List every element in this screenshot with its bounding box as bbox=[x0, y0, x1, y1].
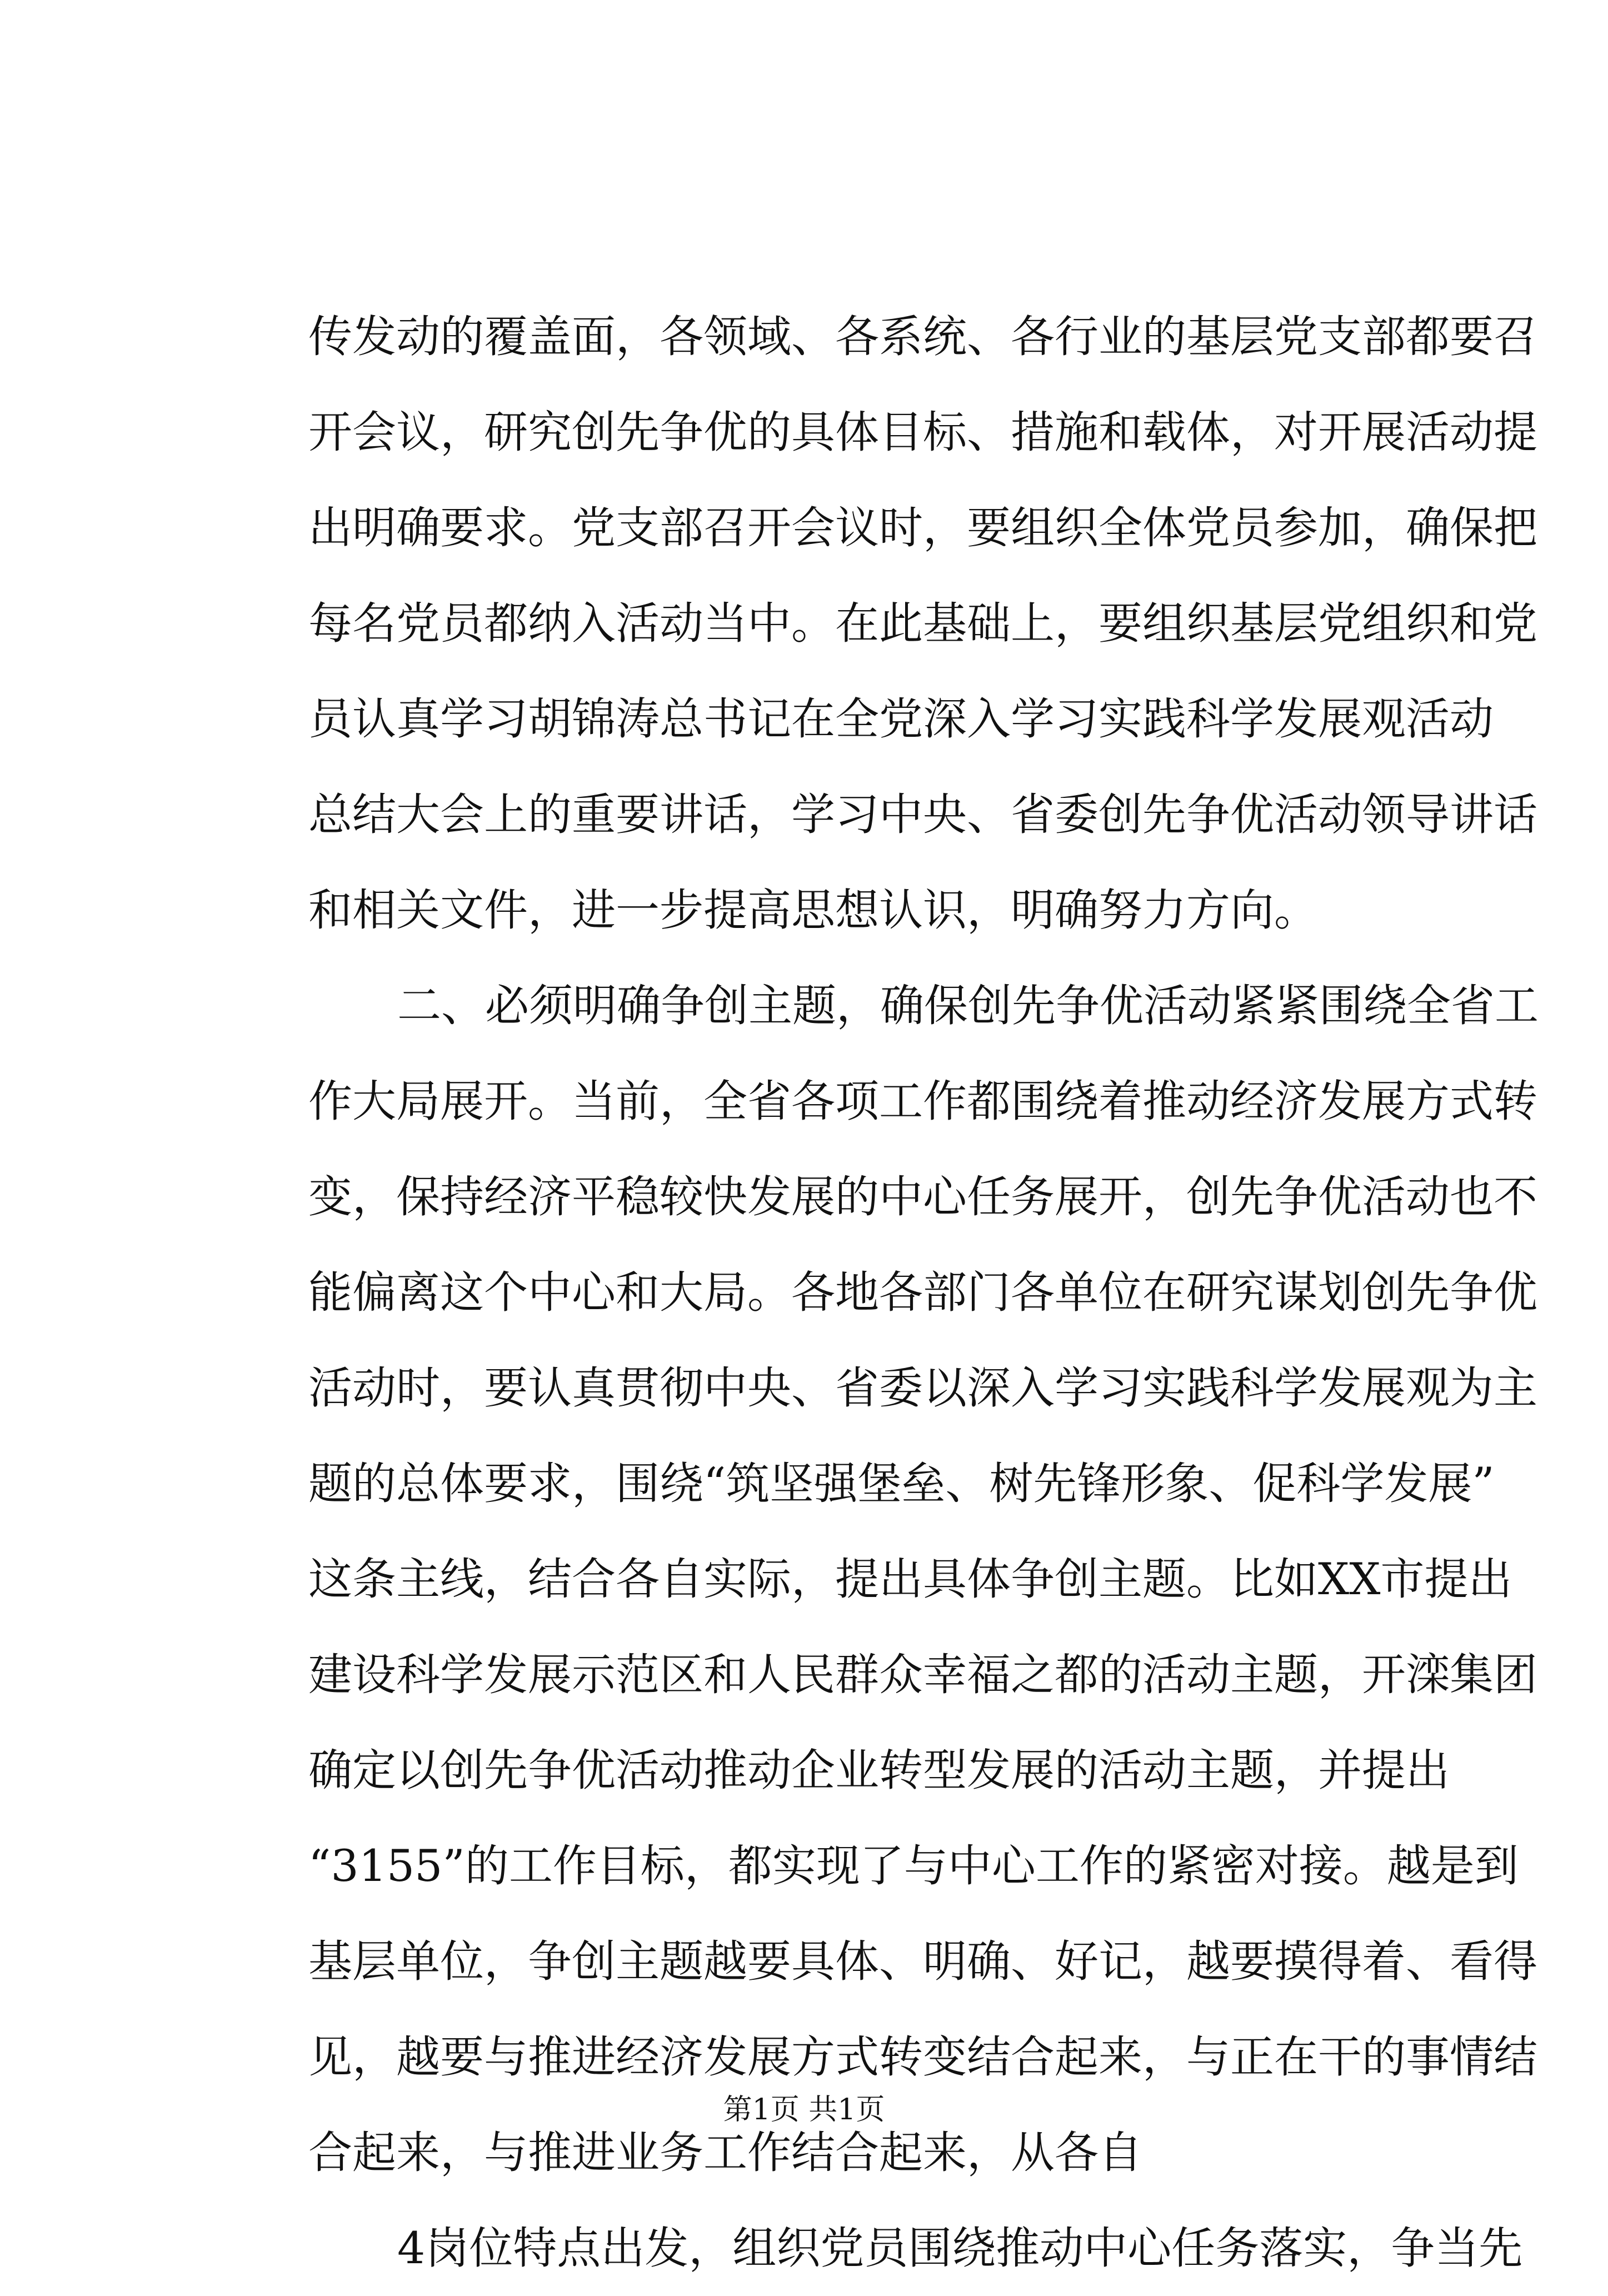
text-line: 基层单位，争创主题越要具体、明确、好记，越要摸得着、看得 bbox=[308, 1936, 1537, 1987]
document-body bbox=[308, 289, 1539, 2296]
text-line: 确定以创先争优活动推动企业转型发展的活动主题，并提出 bbox=[308, 1745, 1450, 1796]
text-line: 每名党员都纳入活动当中。在此基础上，要组织基层党组织和党 bbox=[308, 598, 1537, 649]
text-line: 和相关文件，进一步提高思想认识，明确努力方向。 bbox=[308, 885, 1318, 936]
text-line: 合起来，与推进业务工作结合起来，从各自 bbox=[308, 2127, 1142, 2178]
text-line: 活动时，要认真贯彻中央、省委以深入学习实践科学发展观为主 bbox=[308, 1362, 1537, 1414]
text-line: 这条主线，结合各自实际，提出具体争创主题。比如XX市提出 bbox=[308, 1554, 1512, 1605]
page-footer: 第1页 共1页 bbox=[723, 2093, 885, 2127]
text-line: 见，越要与推进经济发展方式转变结合起来，与正在干的事情结 bbox=[308, 2032, 1537, 2083]
text-line: 员认真学习胡锦涛总书记在全党深入学习实践科学发展观活动 bbox=[308, 693, 1494, 745]
text-line: 作大局展开。当前，全省各项工作都围绕着推动经济发展方式转 bbox=[308, 1076, 1537, 1127]
text-line: 建设科学发展示范区和人民群众幸福之都的活动主题，开滦集团 bbox=[308, 1649, 1537, 1700]
paragraph-start-line: 二、必须明确争创主题，确保创先争优活动紧紧围绕全省工 bbox=[397, 980, 1539, 1031]
text-line: 变，保持经济平稳较快发展的中心任务展开，创先争优活动也不 bbox=[308, 1171, 1537, 1222]
text-line: “3155”的工作目标，都实现了与中心工作的紧密对接。越是到 bbox=[308, 1840, 1519, 1891]
text-line: 出明确要求。党支部召开会议时，要组织全体党员参加，确保把 bbox=[308, 502, 1537, 553]
paragraph-start-line: 4岗位特点出发，组织党员围绕推动中心任务落实，争当先 bbox=[397, 2223, 1523, 2274]
text-line: 题的总体要求，围绕“筑坚强堡垒、树先锋形象、促科学发展” bbox=[308, 1458, 1495, 1509]
text-line: 能偏离这个中心和大局。各地各部门各单位在研究谋划创先争优 bbox=[308, 1267, 1537, 1318]
text-line: 传发动的覆盖面，各领域、各系统、各行业的基层党支部都要召 bbox=[308, 311, 1537, 362]
text-line: 总结大会上的重要讲话，学习中央、省委创先争优活动领导讲话 bbox=[308, 789, 1537, 840]
text-line: 开会议，研究创先争优的具体目标、措施和载体，对开展活动提 bbox=[308, 407, 1537, 458]
